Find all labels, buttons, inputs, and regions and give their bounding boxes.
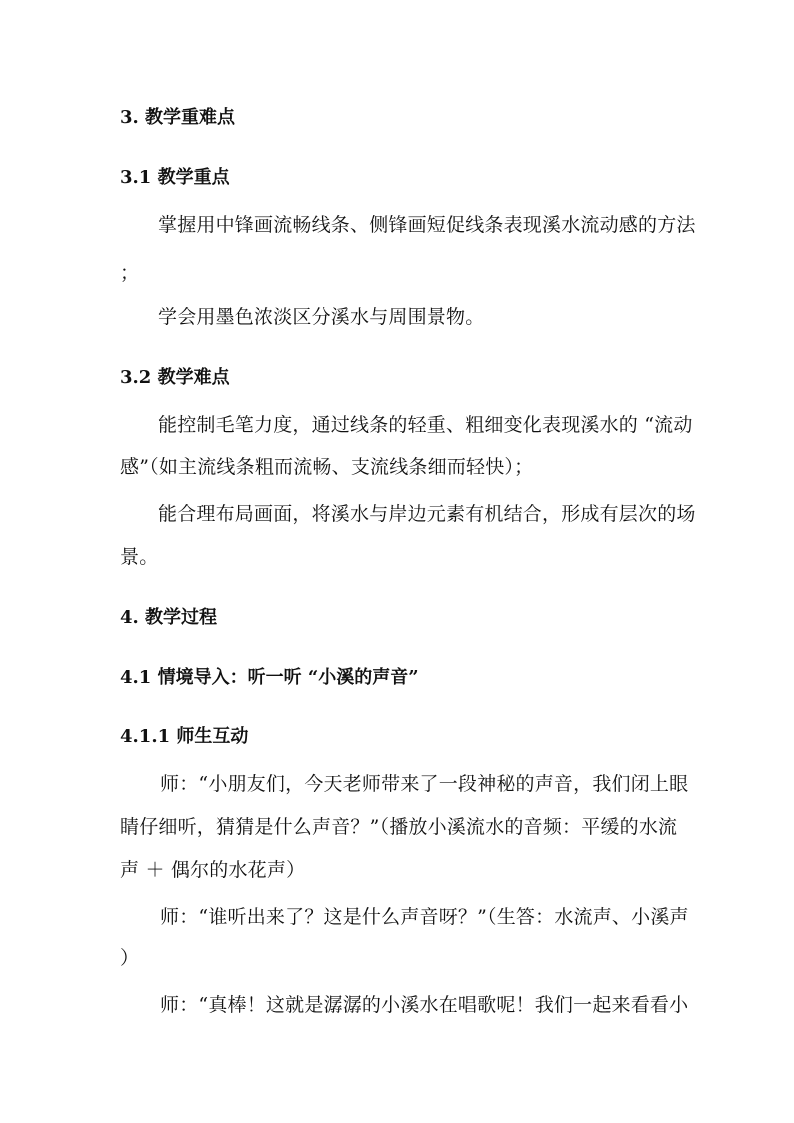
paragraph-line: 睛仔细听，猜猜是什么声音？”（播放小溪流水的音频：平缓的水流	[120, 816, 678, 838]
paragraph-line: 能合理布局画面，将溪水与岸边元素有机结合，形成有层次的场	[158, 503, 696, 525]
paragraph-line: 景。	[120, 546, 159, 568]
section-heading-4: 4. 教学过程	[120, 607, 218, 628]
paragraph-line: 掌握用中锋画流畅线条、侧锋画短促线条表现溪水流动感的方法	[158, 214, 696, 236]
subsection-heading-4-1: 4.1 情境导入：听一听 “小溪的声音”	[120, 667, 419, 688]
paragraph-line: 师：“谁听出来了？这是什么声音呀？”（生答：水流声、小溪声	[160, 906, 689, 928]
paragraph-line: 感”（如主流线条粗而流畅、支流线条细而轻快）；	[120, 456, 534, 478]
paragraph-line: 声 ＋ 偶尔的水花声）	[120, 859, 306, 881]
section-heading-3: 3. 教学重难点	[120, 107, 236, 128]
paragraph-line: 师：“真棒！这就是潺潺的小溪水在唱歌呢！我们一起来看看小	[160, 994, 689, 1016]
paragraph-line: 能控制毛笔力度，通过线条的轻重、粗细变化表现溪水的 “流动	[158, 414, 693, 436]
paragraph-line: ；	[120, 262, 140, 284]
paragraph-line: 学会用墨色浓淡区分溪水与周围景物。	[158, 306, 485, 328]
paragraph-line: 师：“小朋友们，今天老师带来了一段神秘的声音，我们闭上眼	[160, 773, 689, 795]
paragraph-line: ）	[120, 947, 140, 969]
subsection-heading-3-1: 3.1 教学重点	[120, 167, 230, 188]
subsection-heading-4-1-1: 4.1.1 师生互动	[120, 726, 249, 747]
subsection-heading-3-2: 3.2 教学难点	[120, 367, 230, 388]
